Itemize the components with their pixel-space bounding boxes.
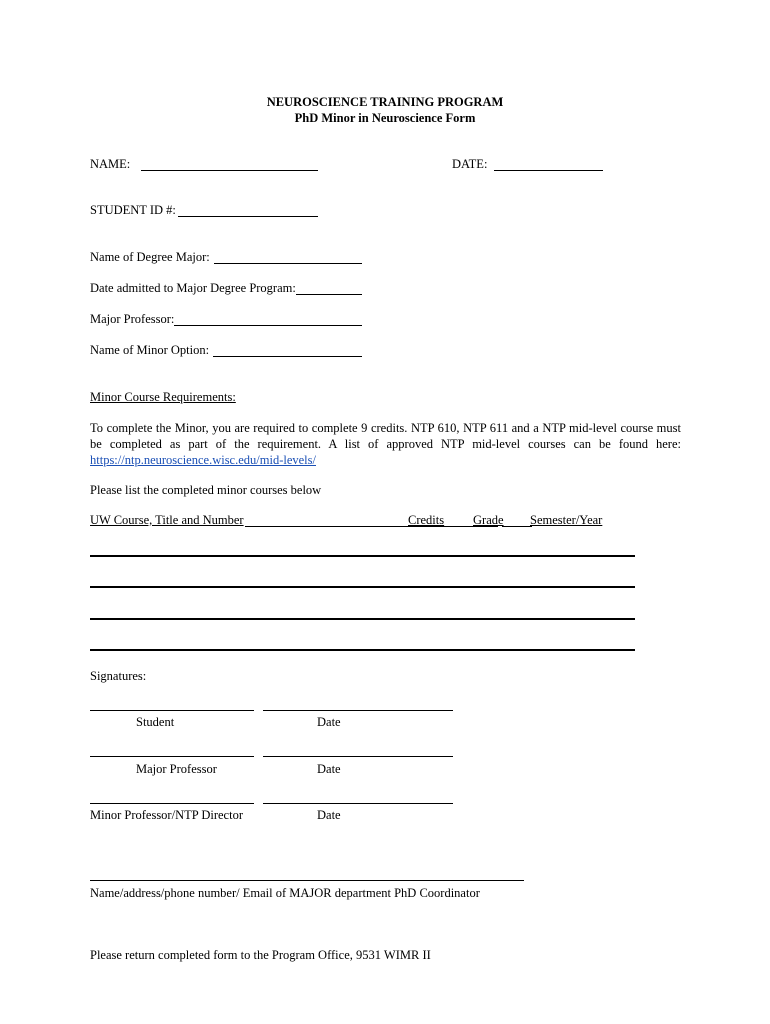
date-label: DATE: xyxy=(452,157,488,171)
name-field[interactable] xyxy=(141,170,318,171)
student-date-line[interactable] xyxy=(263,710,453,711)
date-admitted-label: Date admitted to Major Degree Program: xyxy=(90,281,296,295)
course-line[interactable] xyxy=(90,586,635,588)
requirements-text: To complete the Minor, you are required to complete 9 credits. NTP 610, NTP 611 and a NTP mid-level course must be completed as part of the requirement. A list of approved NTP mid-level courses can be found here: xyxy=(90,421,681,451)
minor-option-label: Name of Minor Option: xyxy=(90,343,210,357)
minor-professor-date-label: Date xyxy=(317,808,341,822)
major-professor-signature-line[interactable] xyxy=(90,756,254,757)
requirements-paragraph xyxy=(90,420,681,468)
column-gap-underline-2 xyxy=(502,526,532,527)
coordinator-line[interactable] xyxy=(90,880,524,881)
student-signature-label: Student xyxy=(136,715,175,729)
name-label: NAME: xyxy=(90,157,131,171)
form-title: NEUROSCIENCE TRAINING PROGRAM xyxy=(266,95,504,109)
list-prompt: Please list the completed minor courses below xyxy=(90,483,322,497)
minor-professor-signature-line[interactable] xyxy=(90,803,254,804)
student-date-label: Date xyxy=(317,715,341,729)
column-semester: Semester/Year xyxy=(530,513,603,527)
column-course: UW Course, Title and Number xyxy=(90,513,244,527)
return-note: Please return completed form to the Program Office, 9531 WIMR II xyxy=(90,948,431,962)
course-line[interactable] xyxy=(90,649,635,651)
student-id-label: STUDENT ID #: xyxy=(90,203,176,217)
column-credits: Credits xyxy=(408,513,445,527)
requirements-heading: Minor Course Requirements: xyxy=(90,390,236,404)
major-professor-field[interactable] xyxy=(174,325,362,326)
major-professor-label: Major Professor: xyxy=(90,312,175,326)
course-line[interactable] xyxy=(90,618,635,620)
mid-levels-link[interactable]: https://ntp.neuroscience.wisc.edu/mid-levels/ xyxy=(90,453,316,467)
signatures-heading: Signatures: xyxy=(90,669,147,683)
coordinator-label: Name/address/phone number/ Email of MAJOR department PhD Coordinator xyxy=(90,886,480,900)
course-table-header xyxy=(90,514,605,528)
minor-professor-date-line[interactable] xyxy=(263,803,453,804)
course-line[interactable] xyxy=(90,555,635,557)
form-subtitle: PhD Minor in Neuroscience Form xyxy=(294,111,476,125)
column-grade: Grade xyxy=(473,513,504,527)
major-professor-signature-label: Major Professor xyxy=(136,762,217,776)
major-professor-date-label: Date xyxy=(317,762,341,776)
date-field[interactable] xyxy=(494,170,603,171)
student-id-field[interactable] xyxy=(178,216,318,217)
minor-option-field[interactable] xyxy=(213,356,362,357)
student-signature-line[interactable] xyxy=(90,710,254,711)
date-admitted-field[interactable] xyxy=(296,294,362,295)
column-gap-underline xyxy=(444,526,474,527)
major-professor-date-line[interactable] xyxy=(263,756,453,757)
degree-major-field[interactable] xyxy=(214,263,362,264)
minor-professor-signature-label: Minor Professor/NTP Director xyxy=(90,808,243,822)
degree-major-label: Name of Degree Major: xyxy=(90,250,210,264)
